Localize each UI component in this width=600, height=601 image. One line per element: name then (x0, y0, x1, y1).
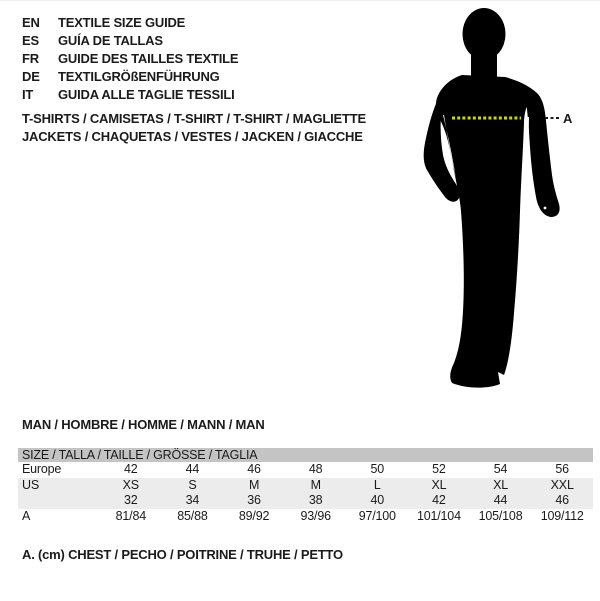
section-title-man: MAN / HOMBRE / HOMME / MANN / MAN (22, 417, 265, 432)
size-table (18, 448, 593, 524)
table-cell: 50 (370, 462, 385, 476)
table-cell: M (248, 477, 260, 492)
table-cell: 52 (432, 462, 446, 476)
table-cell: L (373, 477, 381, 492)
measurement-footnote: A. (cm) CHEST / PECHO / POITRINE / TRUHE / PETTO (22, 547, 343, 562)
table-cell: 56 (555, 462, 569, 476)
silhouette-hand-notch (544, 207, 547, 210)
table-cell: 38 (308, 493, 323, 507)
measurement-label-a: A (563, 111, 573, 126)
table-row-us (18, 478, 593, 494)
row-label: US (22, 477, 39, 492)
table-cell: XL (431, 477, 447, 492)
table-cell: 101/104 (417, 508, 461, 523)
category-line-jackets: JACKETS / CHAQUETAS / VESTES / JACKEN / GIACCHE (22, 129, 363, 144)
language-label: TEXTILGRÖßENFÜHRUNG (58, 69, 220, 84)
table-cell: 105/108 (478, 508, 523, 523)
table-cell: 34 (185, 493, 200, 507)
table-cell: M (310, 477, 321, 492)
table-row-europe (18, 462, 593, 478)
table-cell: 46 (555, 493, 569, 507)
language-label: GUÍA DE TALLAS (58, 33, 163, 48)
table-cell: 44 (493, 493, 508, 507)
size-table-header: SIZE / TALLA / TAILLE / GRÖSSE / TAGLIA (18, 448, 593, 462)
category-line-tshirts: T-SHIRTS / CAMISETAS / T-SHIRT / T-SHIRT / MAGLIETTE (22, 111, 366, 126)
table-cell: S (188, 477, 197, 492)
language-label: TEXTILE SIZE GUIDE (58, 15, 186, 30)
row-label: Europe (22, 462, 62, 476)
table-cell: 32 (124, 493, 138, 507)
table-cell: 42 (124, 462, 138, 476)
table-cell: 54 (493, 462, 508, 476)
table-cell: 81/84 (115, 508, 146, 523)
row-label: A (22, 508, 31, 523)
table-row-chest-cm (18, 509, 593, 525)
language-label: GUIDE DES TAILLES TEXTILE (58, 51, 239, 66)
table-cell: 109/112 (540, 508, 584, 523)
table-cell: 46 (247, 462, 261, 476)
table-cell: 40 (370, 493, 385, 507)
language-code: IT (22, 87, 34, 102)
table-cell: 85/88 (177, 508, 208, 523)
table-cell: XS (122, 477, 139, 492)
silhouette-body (436, 75, 529, 388)
silhouette-neck (471, 45, 497, 79)
language-code: FR (22, 51, 39, 66)
table-cell: 48 (308, 462, 323, 476)
table-cell: 36 (247, 493, 261, 507)
table-cell: XL (493, 477, 508, 492)
table-cell: 44 (185, 462, 200, 476)
table-cell: 93/96 (300, 508, 331, 523)
table-cell: 97/100 (358, 508, 396, 523)
table-cell: XXL (550, 477, 574, 492)
table-cell: 42 (432, 493, 446, 507)
language-code: EN (22, 15, 40, 30)
language-code: DE (22, 69, 40, 84)
language-code: ES (22, 33, 39, 48)
language-label: GUIDA ALLE TAGLIE TESSILI (58, 87, 235, 102)
row-label (18, 493, 100, 509)
table-cell: 89/92 (238, 508, 270, 523)
table-row-us-numeric (18, 493, 593, 509)
